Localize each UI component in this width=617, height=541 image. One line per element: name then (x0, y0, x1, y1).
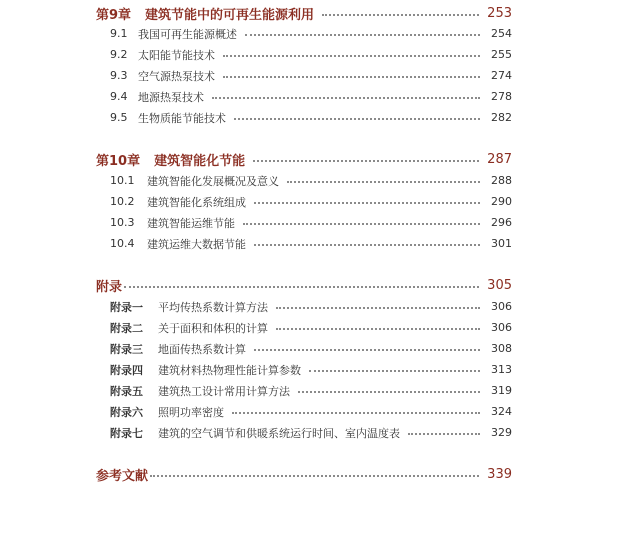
page-number: 255 (491, 48, 512, 61)
toc-entry-appendix-2[interactable] (96, 317, 512, 338)
toc-entry-10-2[interactable] (96, 191, 512, 212)
section-title: 地源热泵技术 (138, 90, 204, 104)
appendix-item-title: 关于面积和体积的计算 (158, 321, 268, 335)
appendix-heading[interactable] (96, 275, 512, 296)
chapter-10-heading[interactable] (96, 149, 512, 170)
section-number: 9.5 (110, 111, 128, 124)
toc-entry-appendix-3[interactable] (96, 338, 512, 359)
page-number: 301 (491, 237, 512, 250)
section-number: 10.3 (110, 216, 135, 229)
page-number: 278 (491, 90, 512, 103)
dot-leader (322, 14, 479, 16)
toc-entry-appendix-1[interactable] (96, 296, 512, 317)
dot-leader (150, 475, 479, 477)
page-number: 296 (491, 216, 512, 229)
appendix-number: 附录一 (110, 300, 143, 314)
toc-entry-appendix-4[interactable] (96, 359, 512, 380)
chapter-9-heading[interactable] (96, 3, 512, 24)
appendix-number: 附录七 (110, 426, 143, 440)
toc-entry-appendix-6[interactable] (96, 401, 512, 422)
appendix-number: 附录四 (110, 363, 143, 377)
appendix-number: 附录五 (110, 384, 143, 398)
page-number: 282 (491, 111, 512, 124)
dot-leader (254, 202, 480, 204)
toc-entry-10-1[interactable] (96, 170, 512, 191)
section-number: 9.3 (110, 69, 128, 82)
appendix-item-title: 照明功率密度 (158, 405, 224, 419)
section-number: 10.4 (110, 237, 135, 250)
page-number: 329 (491, 426, 512, 439)
dot-leader (309, 370, 480, 372)
section-number: 10.2 (110, 195, 135, 208)
dot-leader (408, 433, 480, 435)
page-number: 306 (491, 300, 512, 313)
page-number: 339 (487, 467, 512, 482)
section-number: 9.1 (110, 27, 128, 40)
section-title: 建筑智能化发展概况及意义 (147, 174, 279, 188)
page-number: 274 (491, 69, 512, 82)
page-number: 305 (487, 278, 512, 293)
chapter-title: 建筑节能中的可再生能源利用 (145, 8, 315, 23)
dot-leader (223, 76, 480, 78)
toc-entry-10-3[interactable] (96, 212, 512, 233)
appendix-item-title: 地面传热系数计算 (158, 342, 246, 356)
toc-entry-9-4[interactable] (96, 86, 512, 107)
dot-leader (276, 307, 480, 309)
section-title: 太阳能节能技术 (138, 48, 215, 62)
appendix-item-title: 建筑的空气调节和供暖系统运行时间、室内温度表 (158, 426, 400, 440)
dot-leader (232, 412, 480, 414)
appendix-item-title: 建筑材料热物理性能计算参数 (158, 363, 301, 377)
references-title: 参考文献 (96, 469, 149, 484)
page-number: 308 (491, 342, 512, 355)
toc-entry-9-5[interactable] (96, 107, 512, 128)
section-title: 建筑智能化系统组成 (147, 195, 246, 209)
appendix-item-title: 建筑热工设计常用计算方法 (158, 384, 290, 398)
appendix-item-title: 平均传热系数计算方法 (158, 300, 268, 314)
appendix-number: 附录二 (110, 321, 143, 335)
dot-leader (223, 55, 480, 57)
dot-leader (276, 328, 480, 330)
dot-leader (254, 244, 480, 246)
page-number: 253 (487, 6, 512, 21)
section-title: 空气源热泵技术 (138, 69, 215, 83)
chapter-number: 第10章 (96, 154, 141, 169)
toc-entry-9-1[interactable] (96, 23, 512, 44)
page-number: 319 (491, 384, 512, 397)
section-title: 建筑运维大数据节能 (147, 237, 246, 251)
chapter-number: 第9章 (96, 8, 132, 23)
section-number: 9.4 (110, 90, 128, 103)
toc-entry-10-4[interactable] (96, 233, 512, 254)
section-title: 生物质能节能技术 (138, 111, 226, 125)
toc-entry-9-2[interactable] (96, 44, 512, 65)
section-number: 10.1 (110, 174, 135, 187)
toc-entry-appendix-5[interactable] (96, 380, 512, 401)
toc-entry-9-3[interactable] (96, 65, 512, 86)
page-number: 287 (487, 152, 512, 167)
appendix-number: 附录六 (110, 405, 143, 419)
dot-leader (245, 34, 480, 36)
page-number: 290 (491, 195, 512, 208)
chapter-title: 建筑智能化节能 (154, 154, 246, 169)
page-number: 324 (491, 405, 512, 418)
dot-leader (287, 181, 480, 183)
dot-leader (212, 97, 480, 99)
appendix-number: 附录三 (110, 342, 143, 356)
page-number: 306 (491, 321, 512, 334)
references-heading[interactable] (96, 464, 512, 485)
toc-entry-appendix-7[interactable] (96, 422, 512, 443)
dot-leader (254, 349, 480, 351)
page-number: 288 (491, 174, 512, 187)
page-number: 254 (491, 27, 512, 40)
section-number: 9.2 (110, 48, 128, 61)
page-number: 313 (491, 363, 512, 376)
section-title: 我国可再生能源概述 (138, 27, 237, 41)
section-title: 建筑智能运维节能 (147, 216, 235, 230)
dot-leader (243, 223, 480, 225)
dot-leader (253, 160, 479, 162)
appendix-title: 附录 (96, 280, 123, 295)
dot-leader (298, 391, 480, 393)
dot-leader (124, 286, 479, 288)
dot-leader (234, 118, 480, 120)
